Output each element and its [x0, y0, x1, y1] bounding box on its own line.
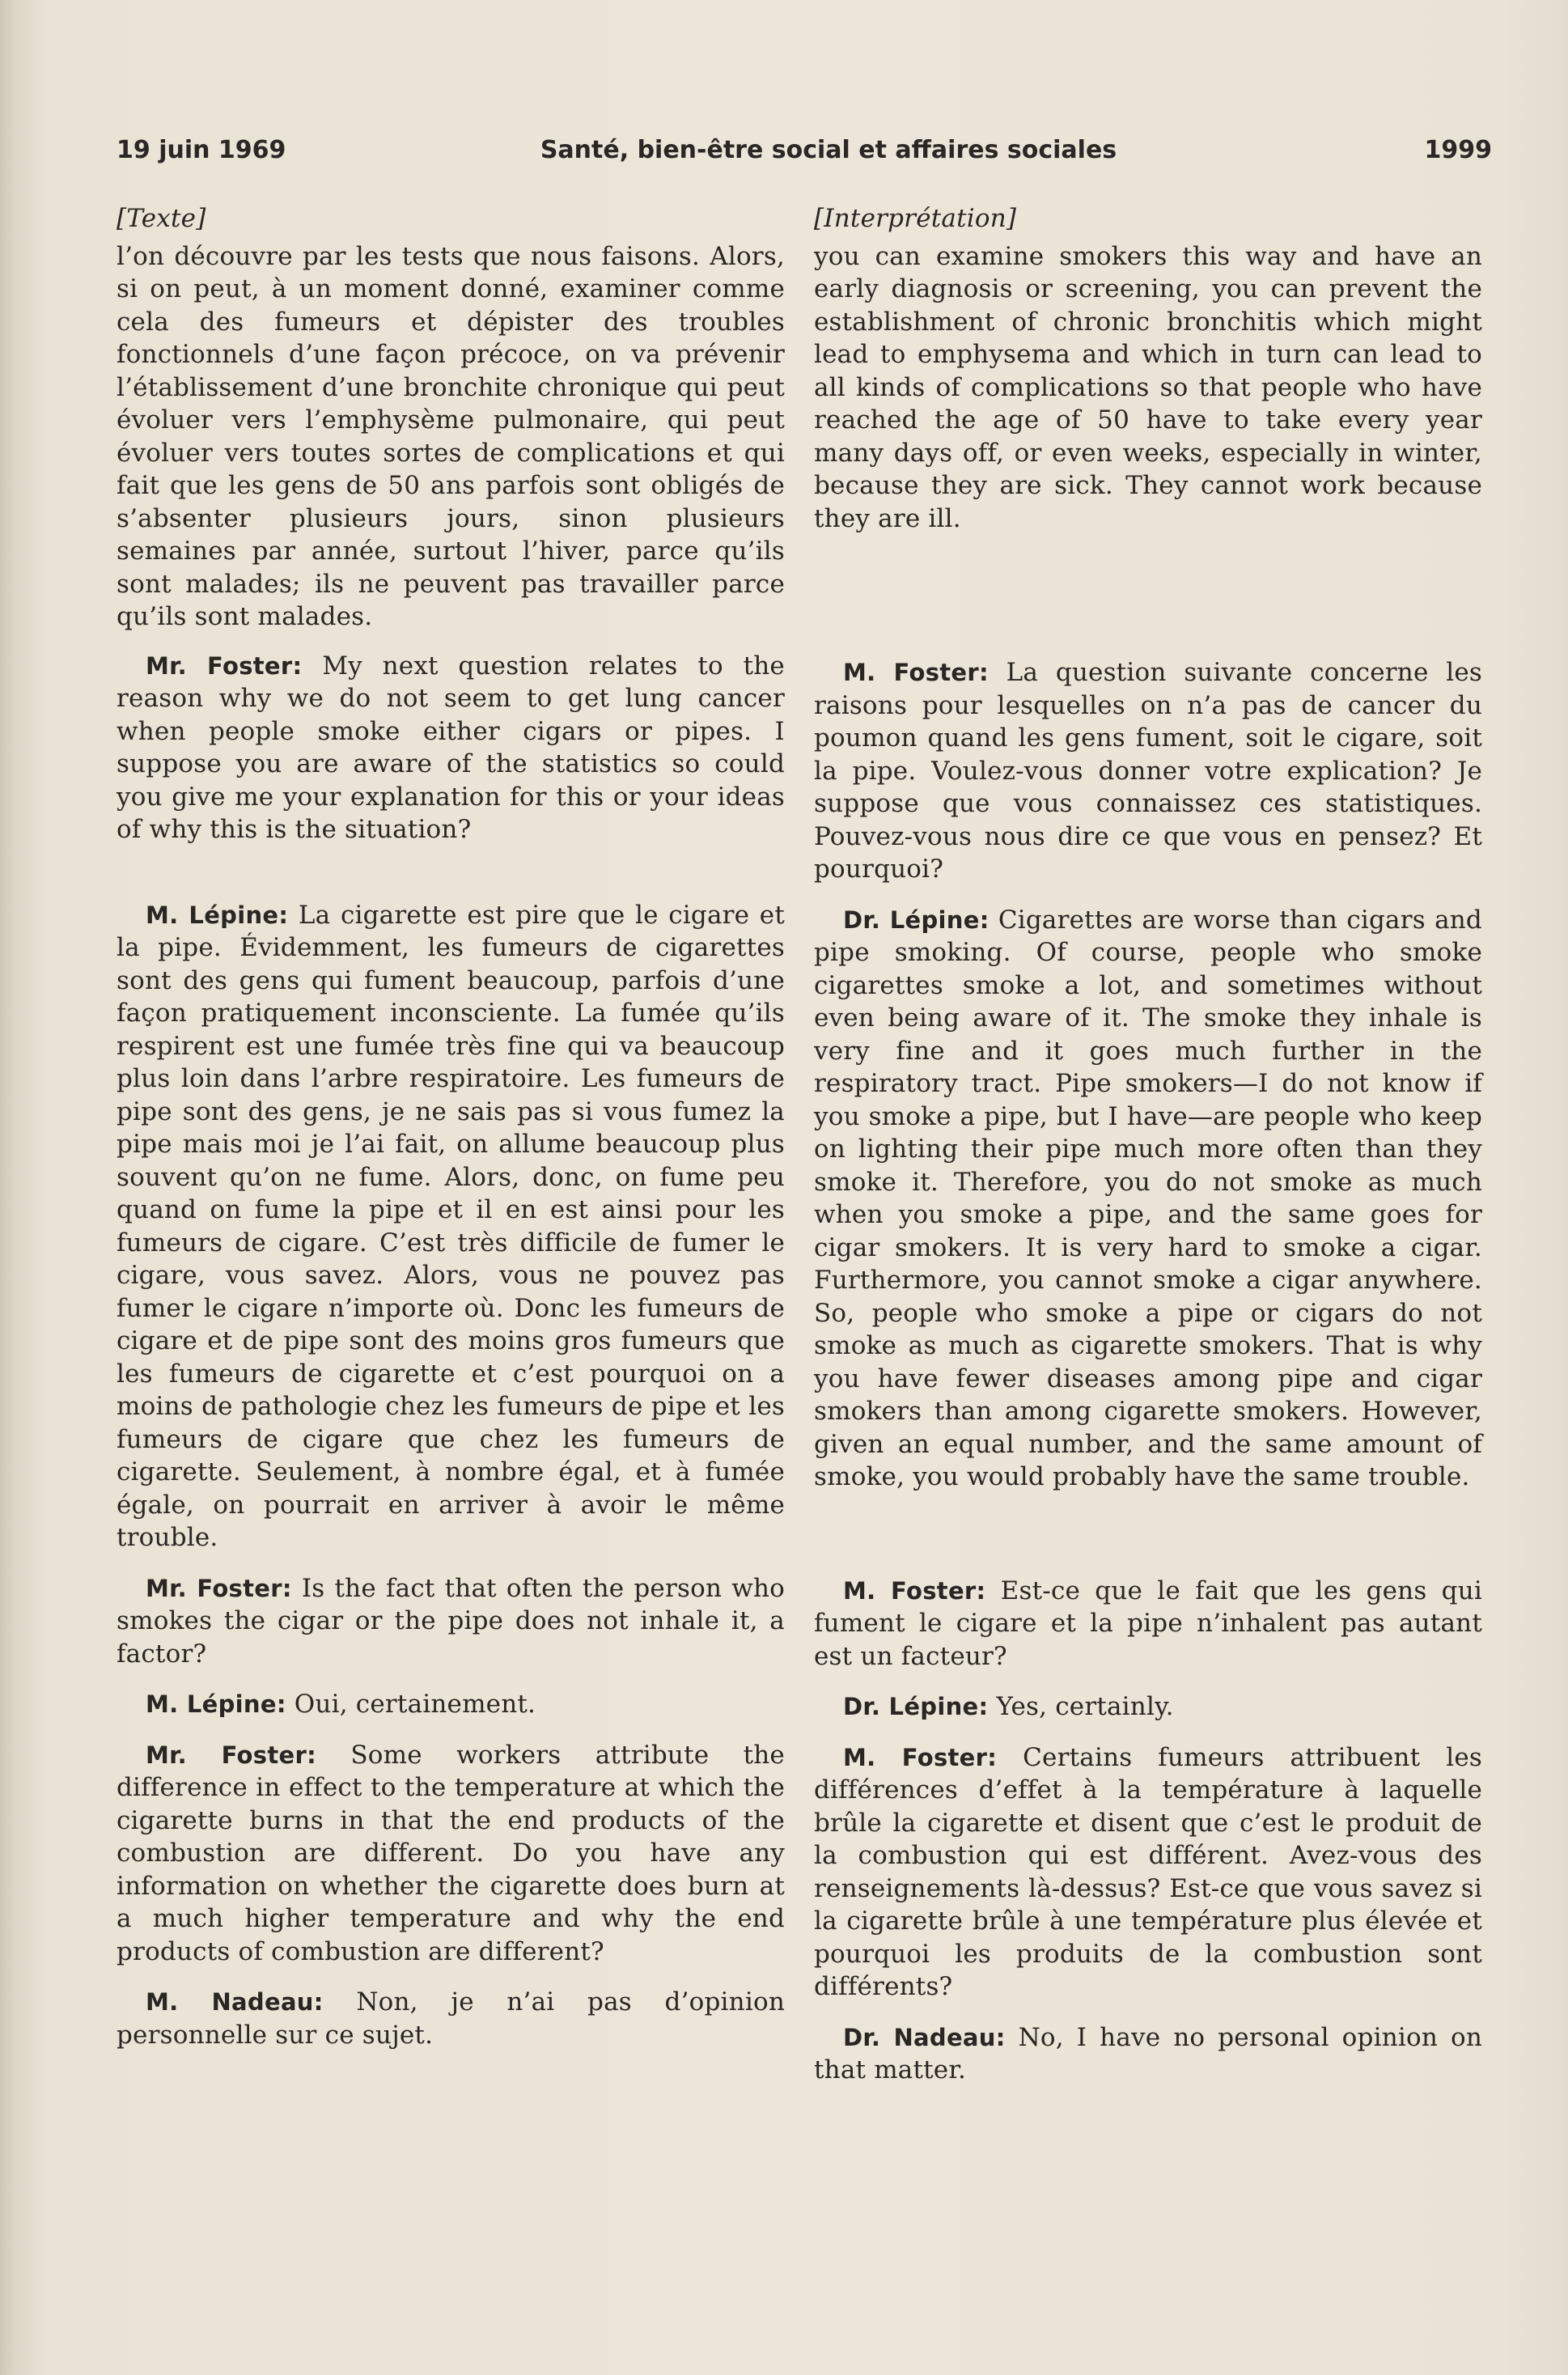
speaker-name: M. Foster: — [843, 1576, 986, 1605]
speech-text: La question suivante concerne les raisons pour lesquelles on n’a pas de cancer du poumon quand les gens fument, soit le cigare, soit la pipe. Voulez-vous donner votre explication? Je suppose que vous connaissez ces statistiques. Pouvez-vous nous dire ce que vous en pensez? Et pourquoi? — [814, 658, 1482, 884]
speech-paragraph — [117, 1986, 785, 2051]
speech-text: Non, je n’ai pas d’opinion personnelle sur ce sujet. — [117, 1987, 785, 2050]
speech-text: Yes, certainly. — [996, 1692, 1174, 1721]
speech-text: La cigarette est pire que le cigare et la pipe. Évidemment, les fumeurs de cigarettes sont des gens qui fument beaucoup, parfois d’une façon pratiquement inconsciente. La fumée qu’ils respirent est une fumée très fine qui va beaucoup plus loin dans l’arbre respiratoire. Les fumeurs de pipe sont des gens, je ne sais pas si vous fumez la pipe mais moi je l’ai fait, on allume beaucoup plus souvent qu’on ne fume. Alors, donc, on fume peu quand on fume la pipe et il en est ainsi pour les fumeurs de cigare. C’est très difficile de fumer le cigare, vous savez. Alors, vous ne pouvez pas fumer le cigare n’importe où. Donc les fumeurs de cigare et de pipe sont des moins gros fumeurs que les fumeurs de cigarette et c’est pourquoi on a moins de pathologie chez les fumeurs de pipe et les fumeurs de cigare que chez les fumeurs de cigarette. Seulement, à nombre égal, et à fumée égale, on pourrait en arriver à avoir le même trouble. — [117, 900, 786, 1552]
speech-text: Certains fumeurs attribuent les différences d’effet à la température à laquelle brûle la cigarette et disent que c’est le produit de la combustion qui est différent. Avez-vous des renseignements là-dessus? Est-ce que vous savez si la cigarette brûle à une température plus élevée et pourquoi les produits de la combustion sont différents? — [814, 1742, 1482, 2001]
column-label-interpretation: [Interprétation] — [814, 204, 1017, 233]
speaker-name: M. Nadeau: — [146, 1988, 324, 2016]
speech-text: Oui, certainement. — [294, 1690, 536, 1719]
page-number: 1999 — [1424, 136, 1492, 164]
speech-paragraph — [814, 2021, 1482, 2087]
speech-paragraph — [814, 1741, 1482, 2004]
speaker-name: M. Foster: — [843, 659, 989, 686]
speaker-name: Dr. Lépine: — [843, 905, 990, 934]
speech-paragraph — [117, 1688, 785, 1721]
left-column-text — [117, 202, 785, 2051]
header-title: Santé, bien-être social et affaires sociales — [540, 136, 1117, 164]
right-column-text — [814, 202, 1482, 2087]
speech-paragraph — [117, 899, 785, 1554]
header-date: 19 juin 1969 — [117, 136, 286, 164]
column-label-texte: [Texte] — [117, 204, 206, 233]
speech-text: My next question relates to the reason why we do not seem to get lung cancer when people smoke either cigars or pipes. I suppose you are aware of the statistics so could you give me your explanation for this or your ideas of why this is the situation? — [117, 651, 785, 844]
speech-paragraph — [117, 1739, 785, 1969]
speech-text: No, I have no personal opinion on that matter. — [814, 2022, 1482, 2084]
speaker-name: Dr. Nadeau: — [843, 2023, 1006, 2051]
speaker-name: Mr. Foster: — [146, 1741, 316, 1769]
speaker-name: M. Lépine: — [146, 1690, 286, 1718]
speech-paragraph — [814, 1690, 1482, 1724]
continuation-paragraph: you can examine smokers this way and have an early diagnosis or screening, you can prevent the establishment of chronic bronchitis which might lead to emphysema and which in turn can lead to all kinds of complications so that people who have reached the age of 50 have to take every year many days off, or even weeks, especially in winter, because they are sick. They cannot work because they are ill. — [814, 241, 1482, 533]
speaker-name: Mr. Foster: — [146, 651, 303, 680]
speech-text: Is the fact that often the person who smokes the cigar or the pipe does not inhale it, a factor? — [117, 1573, 785, 1669]
speech-text: Cigarettes are worse than cigars and pipe smoking. Of course, people who smoke cigarettes smoke a lot, and sometimes without even being aware of it. The smoke they inhale is very fine and it goes much further in the respiratory tract. Pipe smokers—I do not know if you smoke a pipe, but I have—are people who keep on lighting their pipe much more often than they smoke it. Therefore, you do not smoke as much when you smoke a pipe, and the same goes for cigar smokers. It is very hard to smoke a cigar. Furthermore, you cannot smoke a cigar anywhere. So, people who smoke a pipe or cigars do not smoke as much as cigarette smokers. That is why you have fewer diseases among pipe and cigar smokers than among cigarette smokers. However, given an equal number, and the same amount of smoke, you would probably have the same trouble. — [814, 905, 1482, 1491]
speech-text: Some workers attribute the difference in effect to the temperature at which the cigarette burns in that the end products of the combustion are different. Do you have any information on whether the cigarette does burn at a much higher temperature and why the end products of combustion are different? — [117, 1740, 785, 1966]
speech-paragraph — [814, 904, 1482, 1494]
speech-paragraph — [117, 650, 785, 846]
speech-text: Est-ce que le fait que les gens qui fument le cigare et la pipe n’inhalent pas autant est un facteur? — [814, 1576, 1482, 1671]
running-header — [117, 136, 1492, 172]
speaker-name: Mr. Foster: — [146, 1574, 292, 1602]
continuation-paragraph: l’on découvre par les tests que nous faisons. Alors, si on peut, à un moment donné, examiner comme cela des fumeurs et dépister des troubles fonctionnels d’une façon précoce, on va prévenir l’établissement d’une bronchite chronique qui peut évoluer vers l’emphysème pulmonaire, qui peut évoluer vers toutes sortes de complications et qui fait que les gens de 50 ans parfois sont obligés de s’absenter plusieurs jours, sinon plusieurs semaines par année, surtout l’hiver, parce qu’ils sont malades; ils ne peuvent pas travailler parce qu’ils sont malades. — [117, 241, 785, 631]
speaker-name: Dr. Lépine: — [843, 1693, 989, 1720]
speech-paragraph — [814, 656, 1482, 886]
speech-paragraph — [117, 1572, 785, 1671]
speaker-name: M. Lépine: — [146, 901, 289, 929]
speech-paragraph — [814, 1575, 1482, 1673]
speaker-name: M. Foster: — [843, 1743, 998, 1771]
